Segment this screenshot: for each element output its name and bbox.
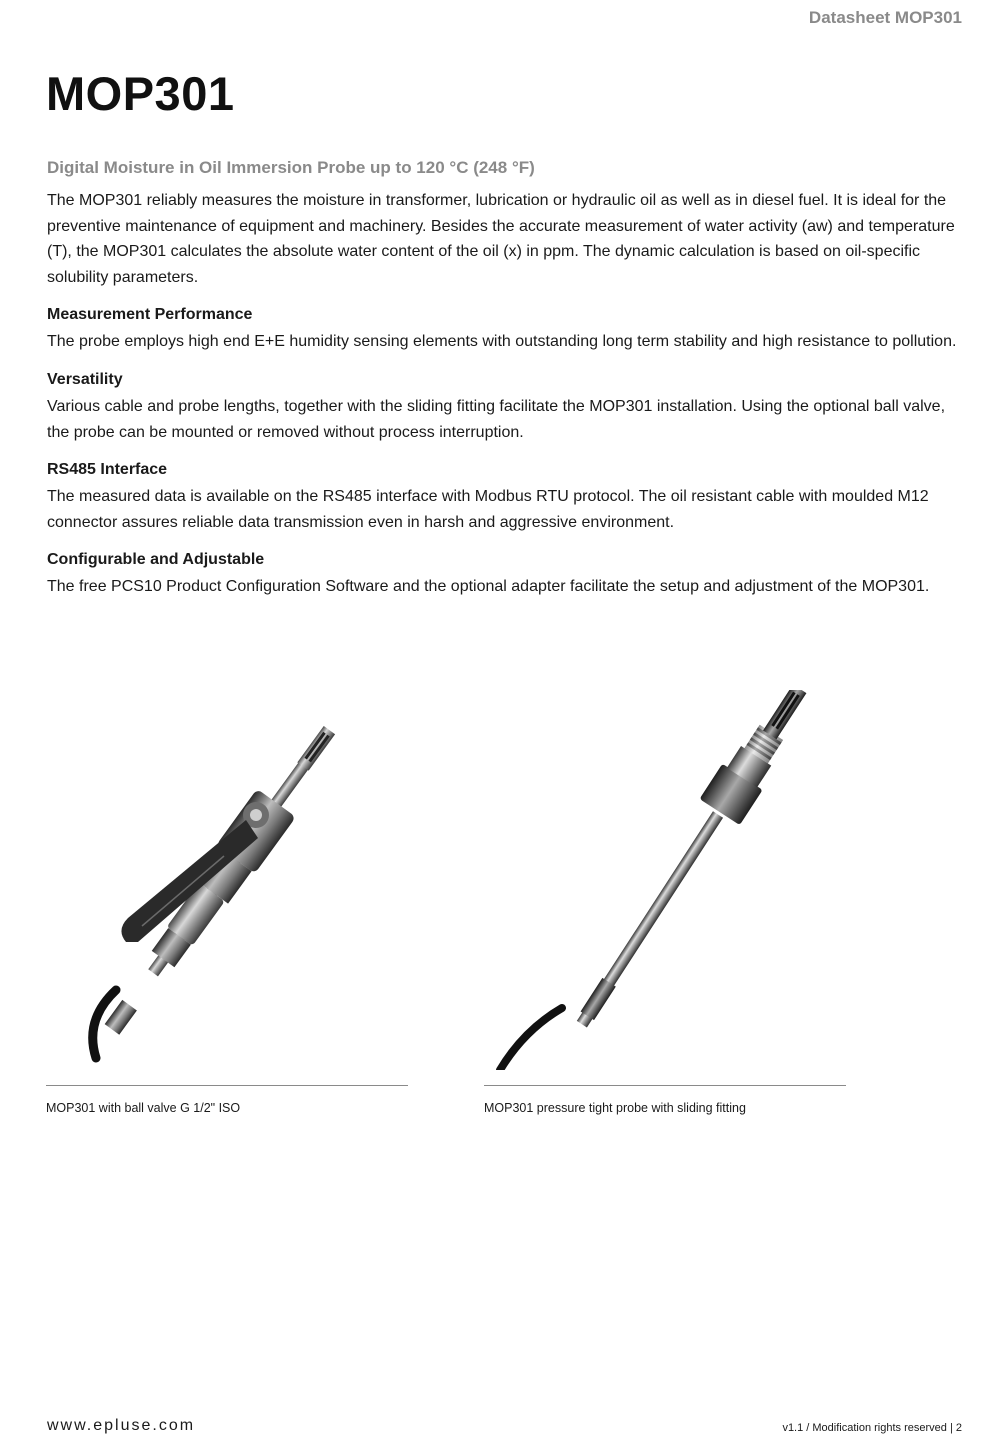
- probe-ball-valve-image: [46, 690, 408, 1070]
- figure-caption: MOP301 pressure tight probe with sliding fitting: [484, 1101, 746, 1115]
- datasheet-header-label: Datasheet MOP301: [808, 8, 962, 27]
- page-title: MOP301: [46, 67, 235, 120]
- section-heading: Versatility: [47, 370, 123, 388]
- section-text: The measured data is available on the RS485 interface with Modbus RTU protocol. The oil resistant cable with moulded M12 connector assures reliable data transmission even in harsh and aggressive environment.: [47, 488, 929, 531]
- intro-paragraph: The MOP301 reliably measures the moisture in transformer, lubrication or hydraulic oil as well as in diesel fuel. It is ideal for the preventive maintenance of equipment and machinery. Besides the accurate measurement of water activity (aw) and temperature (T), the MOP301 calculates the absolute water content of the oil (x) in ppm. The dynamic calculation is based on oil-specific solubility parameters.: [47, 192, 955, 286]
- main-content: [47, 188, 967, 614]
- section-text: The free PCS10 Product Configuration Software and the optional adapter facilitate the setup and adjustment of the MOP301.: [47, 578, 930, 596]
- page-subtitle: Digital Moisture in Oil Immersion Probe up to 120 °C (248 °F): [47, 158, 535, 177]
- section-heading: RS485 Interface: [47, 461, 168, 479]
- figure-caption: MOP301 with ball valve G 1/2" ISO: [46, 1101, 241, 1115]
- section-heading: Measurement Performance: [47, 306, 253, 324]
- figure-ball-valve: [46, 690, 408, 1115]
- section-heading: Configurable and Adjustable: [47, 551, 265, 569]
- section-text: The probe employs high end E+E humidity sensing elements with outstanding long term stability and high resistance to pollution.: [47, 333, 957, 351]
- section-text: Various cable and probe lengths, together with the sliding fitting facilitate the MOP301 installation. Using the optional ball valve, the probe can be mounted or removed without process interruption.: [47, 397, 946, 441]
- probe-sliding-fitting-image: [484, 690, 846, 1070]
- figure-sliding-fitting: [484, 690, 846, 1115]
- figure-divider: [484, 1085, 846, 1086]
- figure-divider: [46, 1085, 408, 1086]
- footer-version-page: v1.1 / Modification rights reserved | 2: [782, 1422, 962, 1434]
- footer-website-link[interactable]: www.epluse.com: [47, 1417, 196, 1434]
